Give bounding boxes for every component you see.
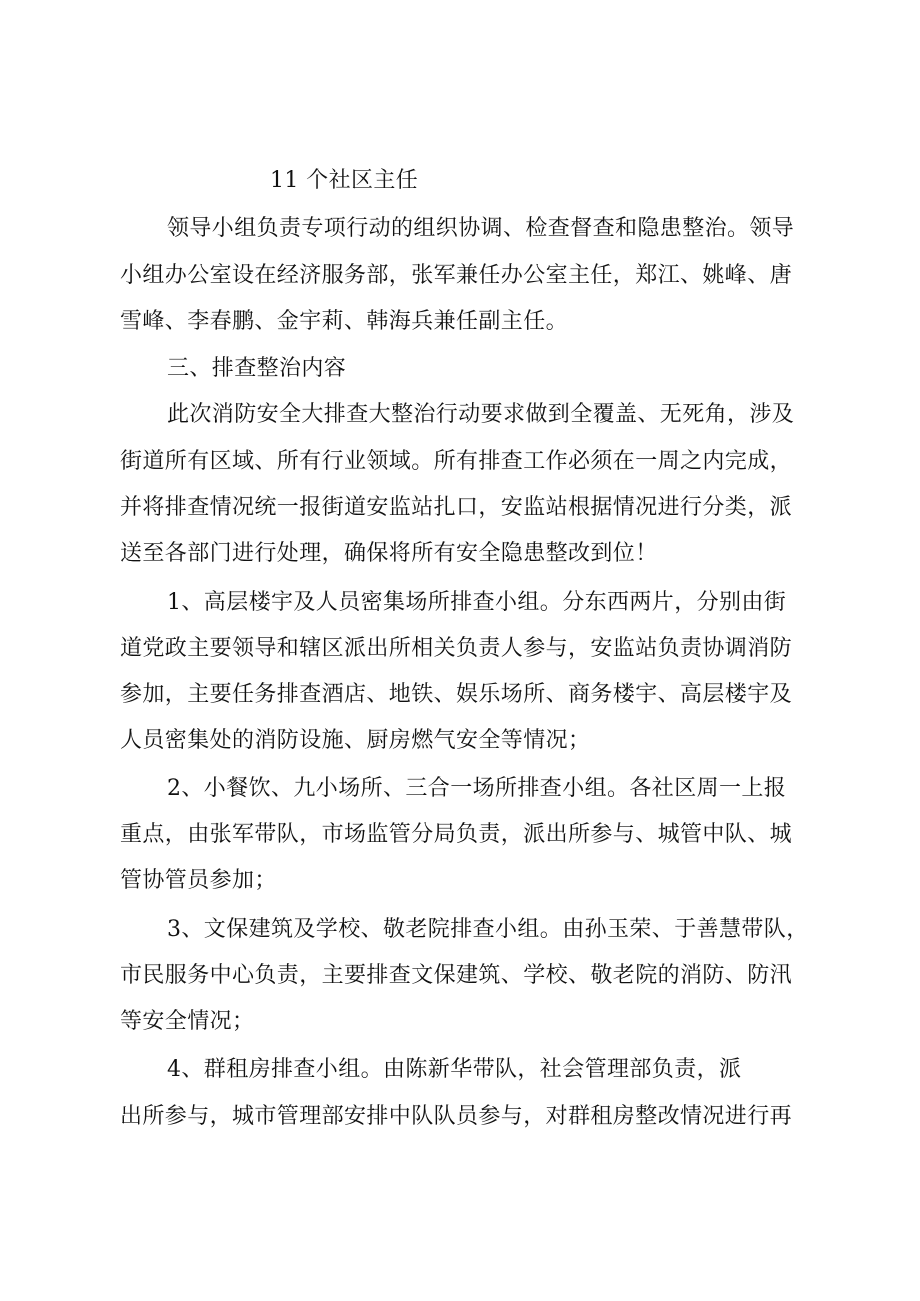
text-line: 出所参与，城市管理部安排中队队员参与，对群租房整改情况进行再: [120, 1104, 793, 1129]
text-line: 重点，由张军带队，市场监管分局负责，派出所参与、城管中队、城: [120, 822, 793, 847]
text-line: 3、文保建筑及学校、敬老院排查小组。由孙玉荣、于善慧带队，: [167, 917, 809, 942]
text-line: 小组办公室设在经济服务部，张军兼任办公室主任，郑江、姚峰、唐: [120, 263, 793, 288]
text-line: 人员密集处的消防设施、厨房燃气安全等情况；: [120, 728, 591, 753]
text-line: 雪峰、李春鹏、金宇莉、韩海兵兼任副主任。: [120, 309, 569, 334]
text-line: 领导小组负责专项行动的组织协调、检查督查和隐患整治。领导: [167, 216, 795, 241]
text-line: 4、群租房排查小组。由陈新华带队，社会管理部负责，派: [167, 1057, 742, 1082]
text-line: 此次消防安全大排查大整治行动要求做到全覆盖、无死角，涉及: [167, 402, 795, 427]
section-heading: 三、排查整治内容: [167, 356, 347, 381]
text-line: 送至各部门进行处理，确保将所有安全隐患整改到位！: [120, 541, 658, 566]
text-line: 街道所有区域、所有行业领域。所有排查工作必须在一周之内完成，: [120, 449, 793, 474]
text-line: 市民服务中心负责，主要排查文保建筑、学校、敬老院的消防、防汛: [120, 963, 793, 988]
text-line: 2、小餐饮、九小场所、三合一场所排查小组。各社区周一上报: [167, 776, 787, 801]
text-line: 管协管员参加；: [120, 868, 277, 893]
text-line: 参加，主要任务排查酒店、地铁、娱乐场所、商务楼宇、高层楼宇及: [120, 682, 793, 707]
text-line: 道党政主要领导和辖区派出所相关负责人参与，安监站负责协调消防: [120, 636, 793, 661]
text-line: 并将排查情况统一报街道安监站扎口，安监站根据情况进行分类，派: [120, 495, 793, 520]
text-line: 11 个社区主任: [270, 168, 419, 193]
text-line: 等安全情况；: [120, 1009, 255, 1034]
text-line: 1、高层楼宇及人员密集场所排查小组。分东西两片，分别由街: [167, 590, 787, 615]
